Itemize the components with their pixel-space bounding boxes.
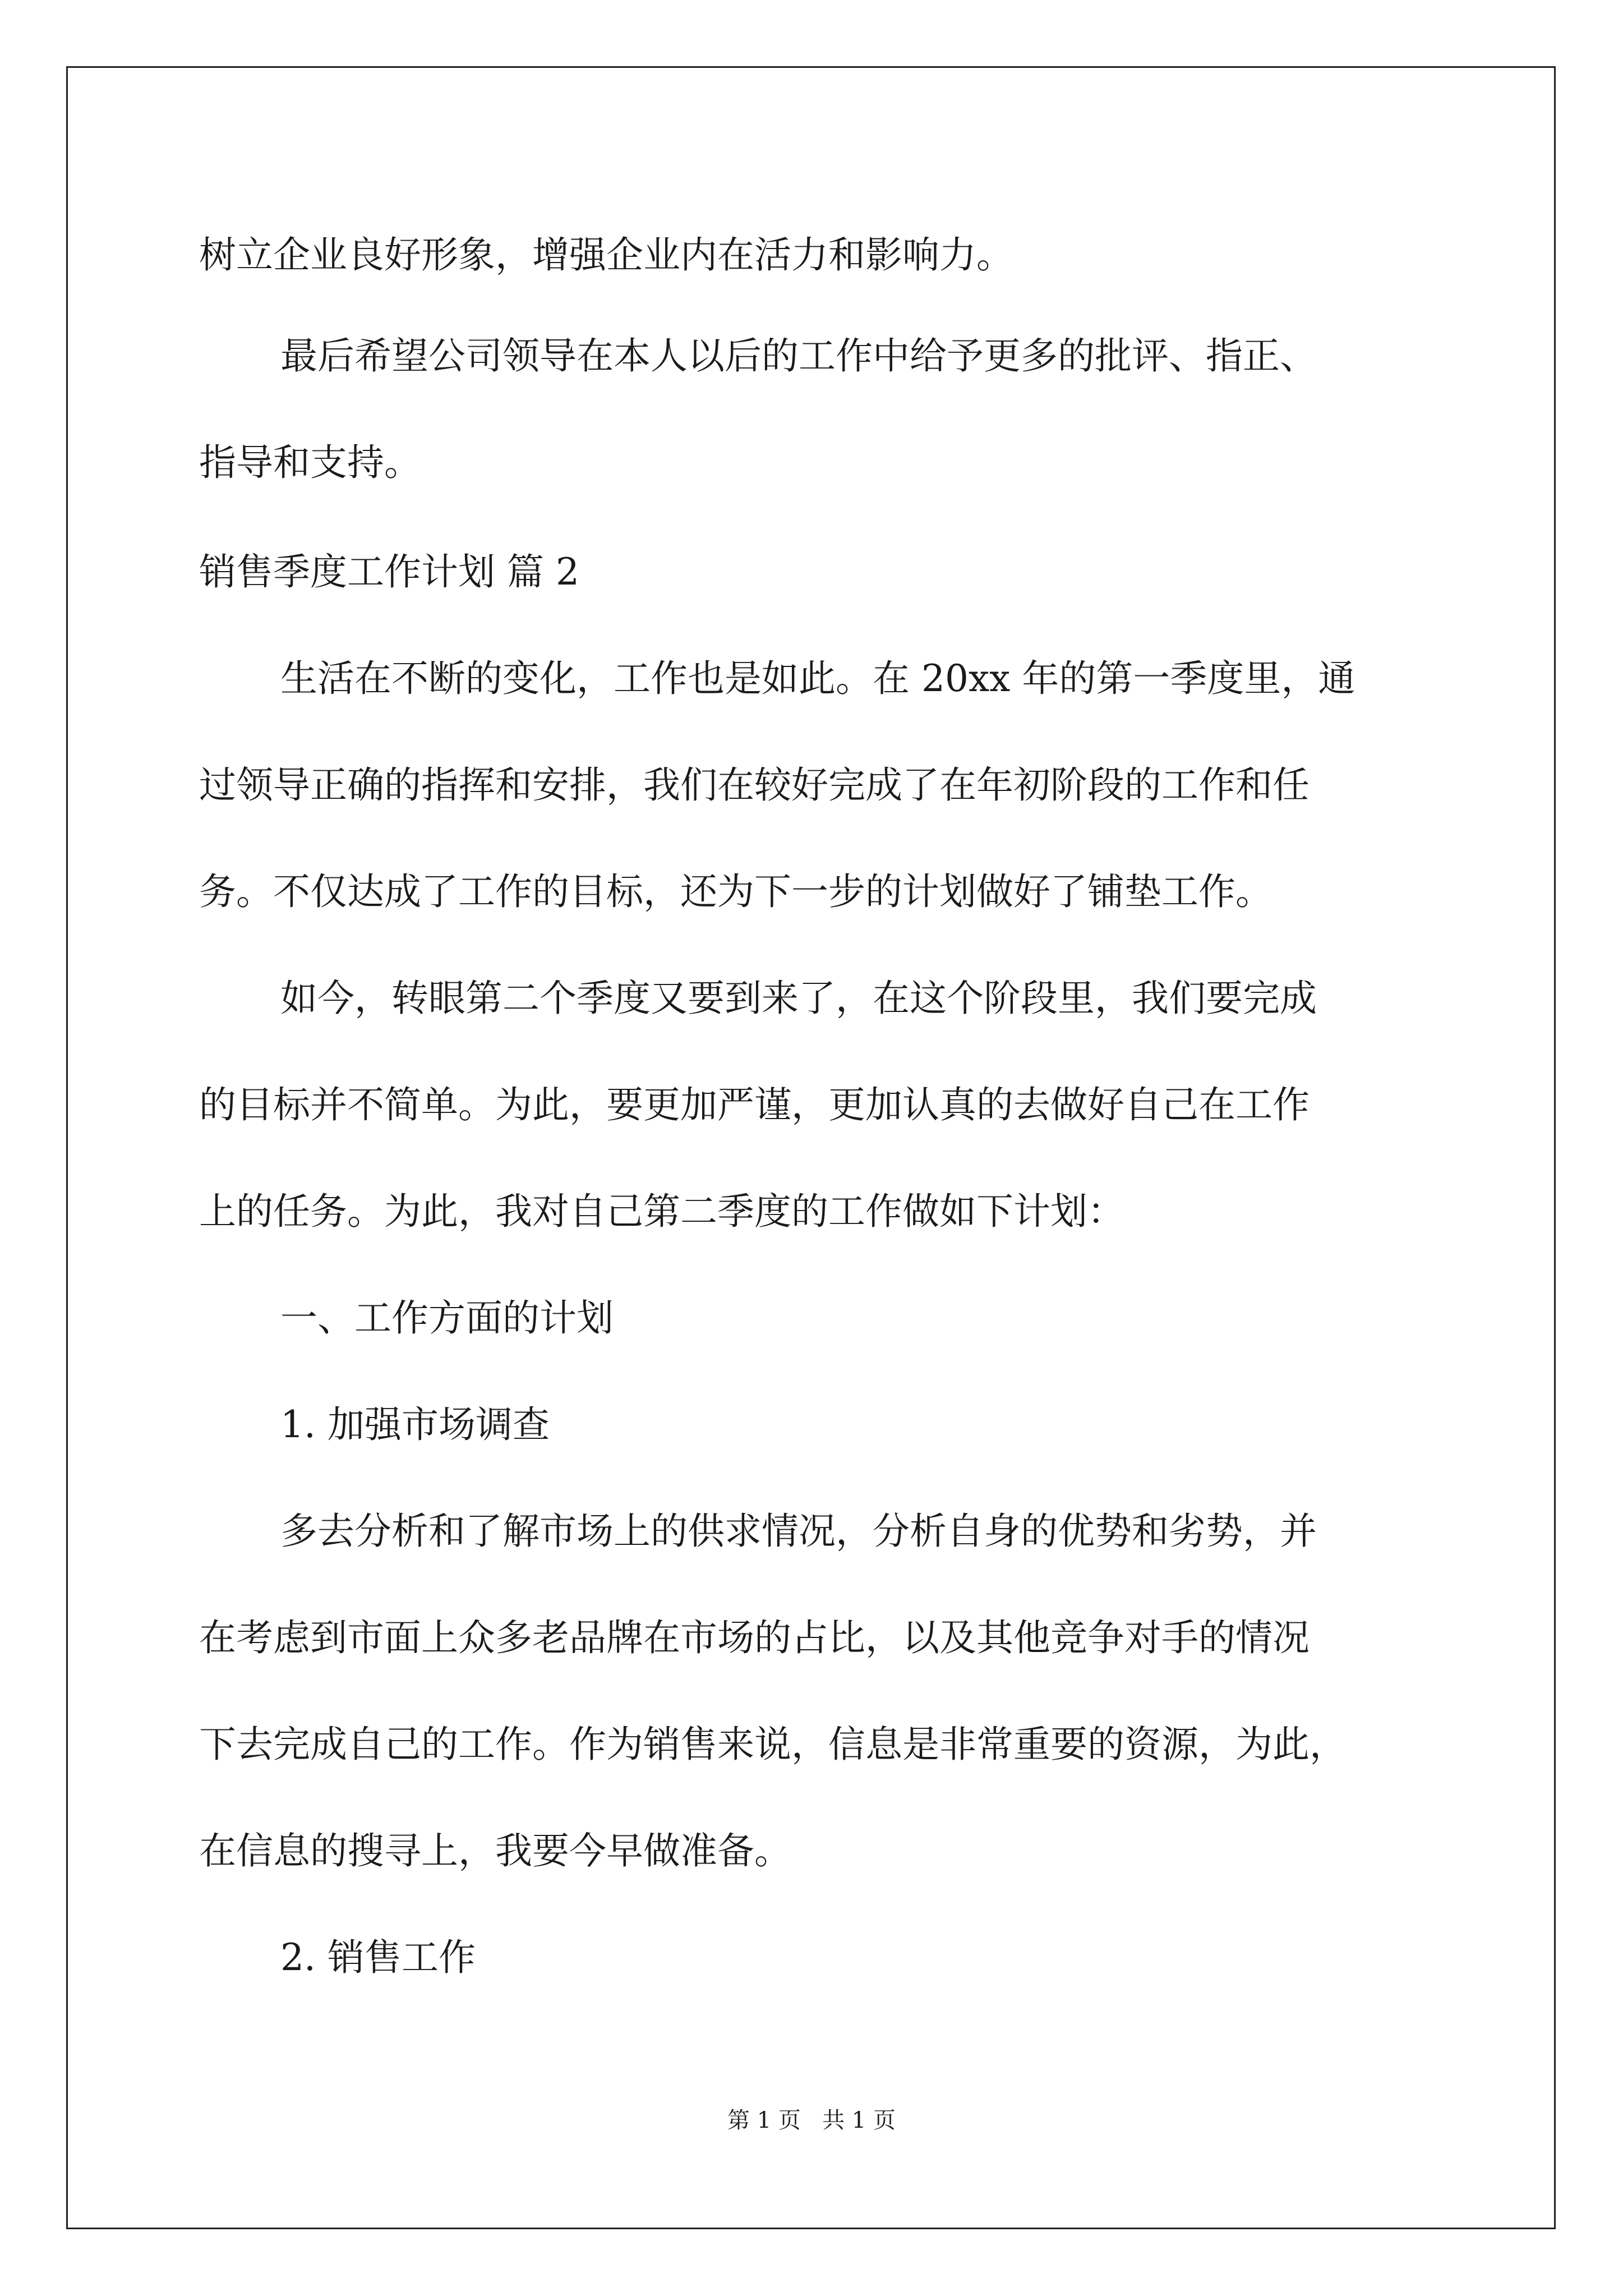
subheading: 2. 销售工作 [280,1936,476,1979]
paragraph-line: 指导和支持。 [199,441,421,484]
paragraph-line: 上的任务。为此，我对自己第二季度的工作做如下计划： [199,1190,1124,1233]
paragraph-line: 如今，转眼第二个季度又要到来了，在这个阶段里，我们要完成 [280,977,1317,1020]
paragraph-line: 过领导正确的指挥和安排，我们在较好完成了在年初阶段的工作和任 [199,763,1310,807]
page-footer: 第 1 页 共 1 页 [727,2108,896,2133]
paragraph-line: 务。不仅达成了工作的目标，还为下一步的计划做好了铺垫工作。 [199,870,1272,913]
page-border [66,66,1556,2229]
paragraph-line: 在信息的搜寻上，我要今早做准备。 [199,1829,791,1872]
paragraph-line: 多去分析和了解市场上的供求情况，分析自身的优势和劣势，并 [280,1510,1317,1553]
subheading: 一、工作方面的计划 [280,1296,614,1340]
paragraph-line: 下去完成自己的工作。作为销售来说，信息是非常重要的资源，为此， [199,1723,1347,1766]
paragraph-line: 树立企业良好形象，增强企业内在活力和影响力。 [199,233,1013,277]
paragraph-line: 生活在不断的变化，工作也是如此。在 20xx 年的第一季度里，通 [280,657,1355,700]
subheading: 1. 加强市场调查 [280,1403,550,1446]
section-heading: 销售季度工作计划 篇 2 [199,550,579,593]
paragraph-line: 在考虑到市面上众多老品牌在市场的占比，以及其他竞争对手的情况 [199,1616,1310,1659]
paragraph-line: 最后希望公司领导在本人以后的工作中给予更多的批评、指正、 [280,334,1317,378]
paragraph-line: 的目标并不简单。为此，要更加严谨，更加认真的去做好自己在工作 [199,1083,1310,1126]
